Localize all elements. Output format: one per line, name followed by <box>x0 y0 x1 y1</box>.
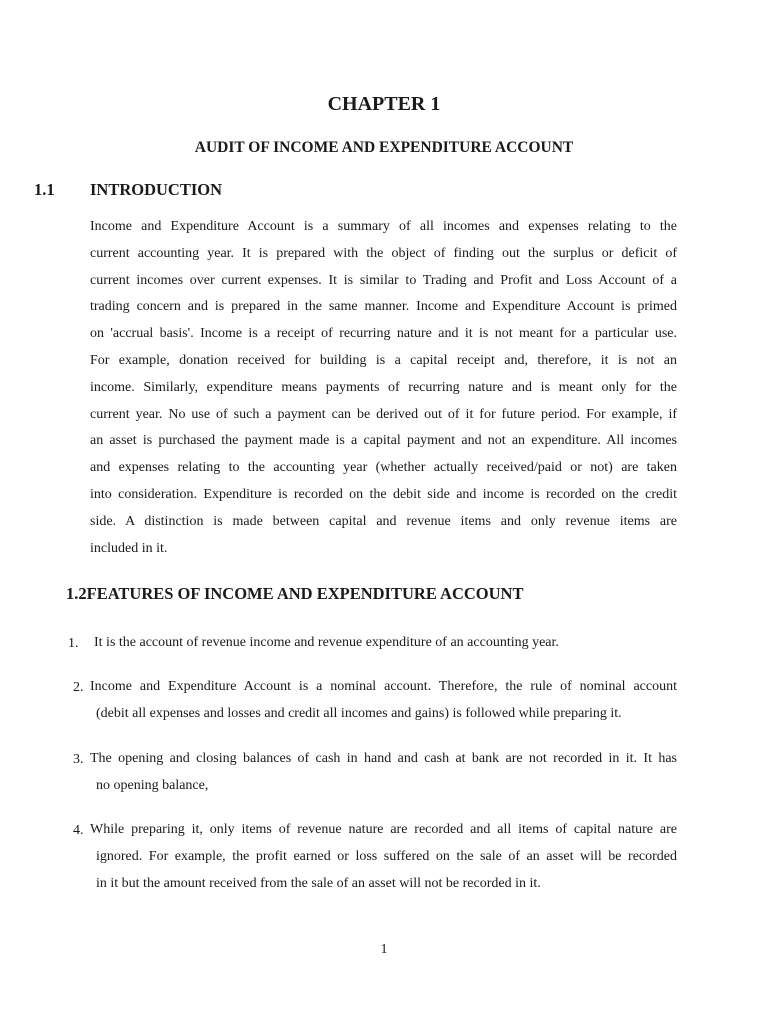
page-number: 1 <box>380 942 388 957</box>
chapter-title: AUDIT OF INCOME AND EXPENDITURE ACCOUNT <box>194 139 574 156</box>
paragraph-line: into consideration. Expenditure is recorded on the debit side and income is recorded on the credit <box>90 486 677 502</box>
list-line: The opening and closing balances of cash in hand and cash at bank are not recorded in it. It has <box>90 751 677 766</box>
list-number: 4. <box>73 823 84 838</box>
list-line: in it but the amount received from the sale of an asset will not be recorded in it. <box>96 875 541 891</box>
paragraph-line: current year. No use of such a payment can be derived out of it for future period. For example, if <box>90 406 677 422</box>
list-line: no opening balance, <box>96 777 209 793</box>
section-number: 1.2 <box>66 584 87 603</box>
paragraph-line: current accounting year. It is prepared with the object of finding out the surplus or deficit of <box>90 245 677 261</box>
paragraph-line: side. A distinction is made between capital and revenue items and only revenue items are <box>90 513 677 529</box>
introduction-paragraph <box>90 214 677 562</box>
list-line: While preparing it, only items of revenue nature are recorded and all items of capital nature are <box>90 822 677 837</box>
paragraph-line: For example, donation received for building is a capital receipt and, therefore, it is not an <box>90 352 677 368</box>
list-number: 1. <box>68 636 79 651</box>
paragraph-line: and expenses relating to the accounting year (whether actually received/paid or not) are taken <box>90 460 677 476</box>
paragraph-line: current incomes over current expenses. It is similar to Trading and Profit and Loss Account of a <box>90 272 677 288</box>
list-line: Income and Expenditure Account is a nominal account. Therefore, the rule of nominal account <box>90 679 677 694</box>
paragraph-line: an asset is purchased the payment made is a capital payment and not an expenditure. All incomes <box>90 433 677 449</box>
chapter-heading: CHAPTER 1 <box>327 93 441 115</box>
list-line: (debit all expenses and losses and credit all incomes and gains) is followed while preparing it. <box>96 705 622 721</box>
paragraph-line: Income and Expenditure Account is a summary of all incomes and expenses relating to the <box>90 219 677 234</box>
list-number: 2. <box>73 680 84 695</box>
section-heading: FEATURES OF INCOME AND EXPENDITURE ACCOUNT <box>86 584 524 603</box>
paragraph-line: on 'accrual basis'. Income is a receipt of recurring nature and it is not meant for a particular use. <box>90 326 677 342</box>
list-line: ignored. For example, the profit earned or loss suffered on the sale of an asset will be recorded <box>96 848 677 864</box>
paragraph-line: income. Similarly, expenditure means payments of recurring nature and is meant only for the <box>90 379 677 395</box>
section-number: 1.1 <box>34 180 55 199</box>
paragraph-line: trading concern and is prepared in the same manner. Income and Expenditure Account is primed <box>90 299 677 315</box>
list-number: 3. <box>73 752 84 767</box>
paragraph-line: included in it. <box>90 540 168 556</box>
list-line: It is the account of revenue income and revenue expenditure of an accounting year. <box>94 635 559 650</box>
features-heading <box>66 584 523 604</box>
section-heading: INTRODUCTION <box>90 180 223 199</box>
